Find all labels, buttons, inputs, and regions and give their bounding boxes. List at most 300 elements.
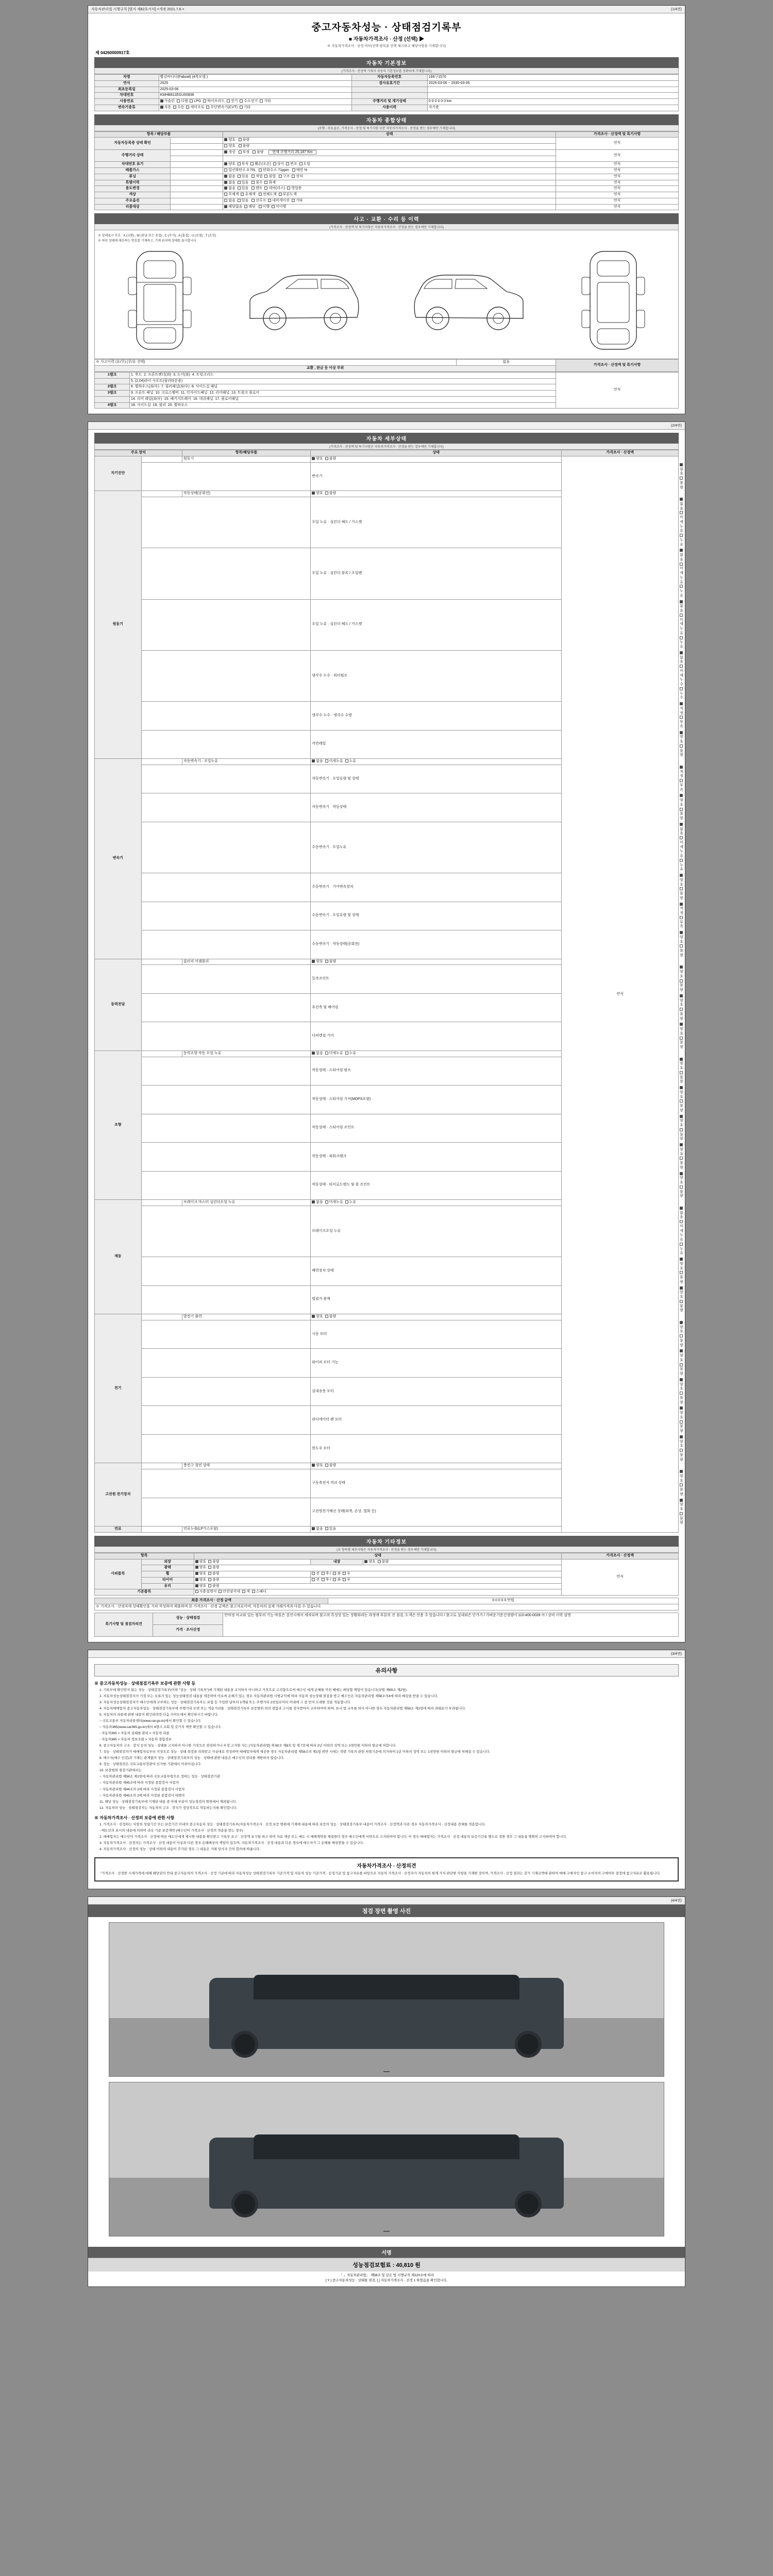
detail-opt-1-1-0[interactable]: 없음	[680, 498, 684, 511]
checkbox-icon[interactable]	[680, 716, 683, 719]
trans-opt-2[interactable]: 세미오토	[186, 106, 204, 109]
detail-opt-1-3-0[interactable]: 없음	[680, 600, 684, 613]
detail-opt-1-4-2[interactable]: 누수	[680, 687, 684, 700]
checkbox-icon[interactable]	[680, 687, 683, 690]
checkbox-icon[interactable]	[680, 794, 683, 797]
checkbox-icon[interactable]	[343, 1572, 346, 1575]
checkbox-icon[interactable]	[238, 199, 241, 202]
checkbox-icon[interactable]	[287, 187, 290, 190]
detail-opt-2-2-0[interactable]: 양호	[680, 794, 684, 807]
basic-item-3[interactable]: 스패너	[252, 1590, 266, 1594]
checkbox-icon[interactable]	[343, 1578, 346, 1581]
checkbox-icon[interactable]	[680, 944, 683, 947]
part-item[interactable]: 10. 크로스멤버	[155, 391, 179, 395]
checkbox-icon[interactable]	[312, 1464, 315, 1467]
detail-opt-1-0-0[interactable]: 양호	[312, 492, 323, 495]
checkbox-icon[interactable]	[680, 1220, 683, 1223]
checkbox-icon[interactable]	[333, 1578, 336, 1581]
checkbox-icon[interactable]	[312, 960, 315, 963]
checkbox-icon[interactable]	[312, 457, 315, 460]
checkbox-icon[interactable]	[680, 1143, 683, 1146]
checkbox-icon[interactable]	[224, 187, 227, 190]
detail-opt-5-1-0[interactable]: 없음	[680, 1207, 684, 1219]
checkbox-icon[interactable]	[264, 187, 267, 190]
checkbox-icon[interactable]	[312, 1052, 315, 1055]
checkbox-icon[interactable]	[238, 181, 241, 184]
checkbox-icon[interactable]	[264, 175, 267, 178]
checkbox-icon[interactable]	[680, 549, 683, 552]
part-item[interactable]: 17. 플로어패널	[215, 397, 239, 401]
checkbox-icon[interactable]	[680, 1392, 683, 1395]
detail-opt-3-0-0[interactable]: 양호	[312, 960, 323, 963]
opt-9-1[interactable]: 해당	[244, 205, 256, 209]
checkbox-icon[interactable]	[259, 168, 262, 172]
opt-5-2[interactable]: 침수	[251, 181, 263, 184]
checkbox-icon[interactable]	[250, 162, 254, 165]
detail-opt-2-3-2[interactable]: 누유	[680, 859, 684, 872]
wheel-pos-3[interactable]: 우	[343, 1572, 350, 1575]
detail-opt-2-4-0[interactable]: 양호	[680, 874, 684, 887]
checkbox-icon[interactable]	[177, 99, 180, 103]
opt-2-3[interactable]: 상이	[273, 162, 284, 166]
checkbox-icon[interactable]	[680, 1023, 683, 1026]
checkbox-icon[interactable]	[253, 150, 256, 154]
checkbox-icon[interactable]	[680, 1420, 683, 1423]
detail-opt-2-5-1[interactable]: 부족	[680, 916, 684, 929]
detail-opt-2-4-1[interactable]: 불량	[680, 887, 684, 900]
checkbox-icon[interactable]	[680, 1086, 683, 1089]
checkbox-icon[interactable]	[322, 1572, 325, 1575]
opt-4-4[interactable]: 구조	[279, 175, 290, 178]
opt-8-2[interactable]: 선루프	[251, 199, 266, 202]
checkbox-icon[interactable]	[272, 205, 275, 208]
detail-opt-1-2-2[interactable]: 누유	[680, 585, 684, 598]
part-item[interactable]: 3. 도어(좌)	[173, 372, 190, 377]
checkbox-icon[interactable]	[279, 193, 282, 196]
etc-opt-ti-1[interactable]: 불량	[208, 1578, 220, 1582]
checkbox-icon[interactable]	[680, 477, 683, 480]
checkbox-icon[interactable]	[260, 99, 263, 103]
detail-opt-6-0-0[interactable]: 양호	[312, 1315, 323, 1318]
opt-5-0[interactable]: 없음	[224, 181, 236, 184]
opt-1-0[interactable]: 정상	[224, 150, 236, 154]
part-item[interactable]: 19. 필러	[153, 403, 166, 407]
checkbox-icon[interactable]	[680, 1499, 683, 1502]
detail-opt-6-5-1[interactable]: 불량	[680, 1449, 684, 1462]
part-item[interactable]: 2. 프론트펜더(좌)	[144, 372, 172, 377]
detail-opt-6-1-0[interactable]: 양호	[680, 1321, 684, 1334]
part-item[interactable]: 4. 트렁크리드	[192, 372, 214, 377]
opt-0-0[interactable]: 양호	[224, 138, 236, 142]
checkbox-icon[interactable]	[325, 492, 328, 495]
etc-opt-gl-0[interactable]: 양호	[195, 1584, 207, 1588]
detail-opt-4-3-0[interactable]: 양호	[680, 1115, 684, 1128]
checkbox-icon[interactable]	[680, 1334, 683, 1337]
part-item[interactable]: 15. 패키지트레이	[164, 397, 191, 401]
opt-7-1[interactable]: 유채색	[241, 193, 255, 196]
checkbox-icon[interactable]	[312, 1578, 315, 1581]
opt-8-3[interactable]: 내비게이션	[268, 199, 290, 202]
opt-8-0[interactable]: 없음	[224, 199, 236, 202]
checkbox-icon[interactable]	[680, 702, 683, 705]
checkbox-icon[interactable]	[680, 766, 683, 769]
checkbox-icon[interactable]	[240, 106, 243, 109]
checkbox-icon[interactable]	[292, 199, 295, 202]
checkbox-icon[interactable]	[240, 99, 243, 103]
checkbox-icon[interactable]	[680, 534, 683, 537]
detail-opt-1-5-1[interactable]: 부족	[680, 716, 684, 728]
checkbox-icon[interactable]	[238, 162, 241, 165]
opt-4-2[interactable]: 적법	[251, 175, 263, 178]
detail-opt-0-0-0[interactable]: 양호	[312, 457, 323, 461]
part-item[interactable]: 6. 휠하우스(좌/우)	[130, 385, 159, 389]
checkbox-icon[interactable]	[325, 960, 328, 963]
checkbox-icon[interactable]	[345, 1052, 348, 1055]
detail-opt-7-0-1[interactable]: 불량	[325, 1464, 337, 1467]
checkbox-icon[interactable]	[680, 585, 683, 588]
part-item[interactable]: 11. 인사이드패널	[180, 391, 208, 395]
checkbox-icon[interactable]	[680, 1435, 683, 1438]
detail-opt-2-3-1[interactable]: 미세누유	[680, 836, 684, 858]
checkbox-icon[interactable]	[680, 1349, 683, 1352]
checkbox-icon[interactable]	[160, 99, 163, 103]
part-item[interactable]: 13. 트렁크 플로어	[231, 391, 260, 395]
detail-opt-5-0-2[interactable]: 누유	[345, 1200, 357, 1204]
checkbox-icon[interactable]	[195, 1578, 198, 1581]
basic-item-1[interactable]: 안전삼각대	[219, 1590, 240, 1594]
checkbox-icon[interactable]	[241, 193, 244, 196]
opt-2-5[interactable]: 도말	[299, 162, 311, 166]
checkbox-icon[interactable]	[325, 457, 328, 460]
trans-opt-4[interactable]: 기타	[240, 106, 251, 109]
detail-opt-1-2-0[interactable]: 없음	[680, 549, 684, 562]
detail-opt-6-4-1[interactable]: 불량	[680, 1420, 684, 1433]
checkbox-icon[interactable]	[224, 181, 227, 184]
detail-opt-1-1-1[interactable]: 미세누유	[680, 511, 684, 533]
wheel-pos-1[interactable]: 후	[322, 1572, 329, 1575]
checkbox-icon[interactable]	[219, 1590, 222, 1593]
opt-5-1[interactable]: 있음	[238, 181, 249, 184]
checkbox-icon[interactable]	[680, 859, 683, 862]
checkbox-icon[interactable]	[680, 744, 683, 748]
checkbox-icon[interactable]	[680, 1321, 683, 1324]
checkbox-icon[interactable]	[680, 1008, 683, 1011]
checkbox-icon[interactable]	[259, 205, 262, 208]
checkbox-icon[interactable]	[345, 1200, 348, 1204]
checkbox-icon[interactable]	[680, 636, 683, 639]
checkbox-icon[interactable]	[224, 150, 227, 154]
detail-opt-4-4-1[interactable]: 불량	[680, 1157, 684, 1170]
fuel-opt-3[interactable]: 하이브리드	[203, 99, 225, 103]
detail-opt-5-1-1[interactable]: 미세누유	[680, 1220, 684, 1242]
detail-opt-4-1-1[interactable]: 불량	[680, 1071, 684, 1084]
checkbox-icon[interactable]	[680, 614, 683, 617]
detail-opt-2-2-1[interactable]: 불량	[680, 808, 684, 821]
checkbox-icon[interactable]	[325, 1200, 328, 1204]
detail-opt-8-0-0[interactable]: 없음	[312, 1527, 323, 1531]
opt-6-3[interactable]: 대여(리스)	[264, 187, 285, 190]
checkbox-icon[interactable]	[680, 1258, 683, 1261]
opt-8-4[interactable]: 기타	[292, 199, 303, 202]
checkbox-icon[interactable]	[680, 979, 683, 982]
checkbox-icon[interactable]	[279, 175, 282, 178]
detail-opt-1-0-1[interactable]: 불량	[325, 492, 337, 495]
opt-7-2[interactable]: 전체도색	[259, 193, 277, 196]
checkbox-icon[interactable]	[224, 138, 227, 141]
checkbox-icon[interactable]	[680, 1378, 683, 1381]
checkbox-icon[interactable]	[312, 1200, 315, 1204]
detail-opt-2-6-1[interactable]: 불량	[680, 944, 684, 957]
checkbox-icon[interactable]	[292, 168, 295, 172]
checkbox-icon[interactable]	[680, 1449, 683, 1452]
checkbox-icon[interactable]	[203, 99, 206, 103]
detail-opt-0-1-0[interactable]: 양호	[680, 463, 684, 476]
checkbox-icon[interactable]	[224, 144, 227, 147]
detail-opt-1-1-2[interactable]: 누유	[680, 534, 684, 547]
etc-opt-wh-1[interactable]: 불량	[208, 1572, 220, 1575]
part-item[interactable]: 20. 휠하우스	[167, 403, 188, 407]
detail-opt-4-2-1[interactable]: 불량	[680, 1099, 684, 1112]
checkbox-icon[interactable]	[190, 99, 193, 103]
checkbox-icon[interactable]	[680, 600, 683, 603]
checkbox-icon[interactable]	[680, 498, 683, 501]
trans-opt-0[interactable]: 자동	[160, 106, 172, 109]
detail-opt-6-3-0[interactable]: 양호	[680, 1378, 684, 1391]
checkbox-icon[interactable]	[378, 1560, 381, 1563]
checkbox-icon[interactable]	[312, 492, 315, 495]
opt-2-2[interactable]: 훼손(오손)	[250, 162, 271, 166]
checkbox-icon[interactable]	[195, 1560, 198, 1563]
checkbox-icon[interactable]	[208, 1566, 211, 1569]
etc-opt-pol-0[interactable]: 양호	[195, 1566, 207, 1569]
checkbox-icon[interactable]	[195, 1590, 198, 1593]
checkbox-icon[interactable]	[264, 181, 267, 184]
detail-opt-6-2-0[interactable]: 양호	[680, 1349, 684, 1362]
checkbox-icon[interactable]	[224, 168, 227, 172]
fuel-opt-0[interactable]: 가솔린	[160, 99, 175, 103]
etc-opt-pol-1[interactable]: 불량	[208, 1566, 220, 1569]
detail-opt-1-2-1[interactable]: 미세누유	[680, 563, 684, 584]
detail-opt-6-4-0[interactable]: 양호	[680, 1406, 684, 1419]
part-item[interactable]: 5. (2.04)라이 사포트(필러타운용)	[130, 379, 183, 383]
checkbox-icon[interactable]	[322, 1578, 325, 1581]
opt-1-2[interactable]: 불량	[253, 150, 264, 154]
fuel-opt-4[interactable]: 전기	[227, 99, 238, 103]
checkbox-icon[interactable]	[680, 836, 683, 839]
detail-opt-4-1-0[interactable]: 양호	[680, 1058, 684, 1071]
detail-opt-2-6-0[interactable]: 양호	[680, 931, 684, 944]
checkbox-icon[interactable]	[312, 1315, 315, 1318]
checkbox-icon[interactable]	[224, 162, 227, 165]
checkbox-icon[interactable]	[680, 874, 683, 877]
etc-opt-int-0[interactable]: 양호	[364, 1560, 376, 1564]
checkbox-icon[interactable]	[680, 1470, 683, 1473]
checkbox-icon[interactable]	[224, 205, 227, 208]
checkbox-icon[interactable]	[224, 199, 227, 202]
part-item[interactable]: 8. 사이드실 패널	[191, 385, 217, 389]
checkbox-icon[interactable]	[224, 175, 227, 178]
part-item[interactable]: 16. 대쉬패널	[193, 397, 213, 401]
tire-pos-3[interactable]: 우	[343, 1578, 350, 1582]
opt-4-5[interactable]: 장치	[292, 175, 303, 178]
checkbox-icon[interactable]	[224, 193, 227, 196]
etc-opt-ext-1[interactable]: 불량	[208, 1560, 220, 1564]
opt-0b-0[interactable]: 양호	[224, 144, 236, 148]
checkbox-icon[interactable]	[325, 1527, 328, 1530]
opt-8-1[interactable]: 있음	[238, 199, 249, 202]
checkbox-icon[interactable]	[680, 994, 683, 997]
opt-7-0[interactable]: 무채색	[224, 193, 239, 196]
detail-opt-8-0-1[interactable]: 있음	[325, 1527, 337, 1531]
checkbox-icon[interactable]	[680, 1099, 683, 1103]
detail-opt-0-0-1[interactable]: 불량	[325, 457, 337, 461]
opt-5-3[interactable]: 화재	[264, 181, 276, 184]
checkbox-icon[interactable]	[680, 665, 683, 668]
checkbox-icon[interactable]	[239, 138, 242, 141]
opt-2-0[interactable]: 양호	[224, 162, 236, 166]
part-item[interactable]: 1. 후드	[130, 372, 142, 377]
opt-1-1[interactable]: 부정	[239, 150, 250, 154]
detail-opt-2-0-0[interactable]: 없음	[312, 759, 323, 763]
checkbox-icon[interactable]	[680, 1058, 683, 1061]
checkbox-icon[interactable]	[680, 563, 683, 566]
opt-6-2[interactable]: 렌트	[251, 187, 263, 190]
detail-opt-0-1-1[interactable]: 불량	[680, 477, 684, 489]
checkbox-icon[interactable]	[680, 903, 683, 906]
detail-opt-3-2-0[interactable]: 양호	[680, 994, 684, 1007]
checkbox-icon[interactable]	[680, 1115, 683, 1118]
checkbox-icon[interactable]	[680, 1363, 683, 1366]
checkbox-icon[interactable]	[680, 1406, 683, 1410]
detail-opt-1-4-0[interactable]: 없음	[680, 651, 684, 664]
part-item[interactable]: 9. 프론트 패널	[130, 391, 154, 395]
checkbox-icon[interactable]	[680, 1207, 683, 1210]
checkbox-icon[interactable]	[238, 187, 241, 190]
detail-opt-4-5-1[interactable]: 불량	[680, 1185, 684, 1198]
checkbox-icon[interactable]	[238, 175, 241, 178]
opt-7-3[interactable]: 부분도색	[279, 193, 297, 196]
checkbox-icon[interactable]	[227, 99, 230, 103]
memo-text[interactable]: 만약정 비교와 있는 협부의 기능 바를은 검진시에서 세차되며 참고의 특성상 있는 상황화라는 과정에 부분의 진 점검, 도색은 인용 수 있습니다 / 참고로 실내외은 단가가 / 가벼운기준건생량이 110-400-0028 아 / 강비 이력 설명	[223, 1613, 679, 1636]
checkbox-icon[interactable]	[680, 916, 683, 919]
part-item[interactable]: 18. 사이드실	[130, 403, 151, 407]
checkbox-icon[interactable]	[244, 205, 247, 208]
detail-opt-2-0-1[interactable]: 미세누유	[325, 759, 343, 763]
detail-opt-3-0-1[interactable]: 불량	[325, 960, 337, 963]
etc-opt-int-1[interactable]: 불량	[378, 1560, 389, 1564]
checkbox-icon[interactable]	[680, 463, 683, 466]
checkbox-icon[interactable]	[312, 1572, 315, 1575]
checkbox-icon[interactable]	[680, 651, 683, 654]
detail-opt-4-5-0[interactable]: 양호	[680, 1172, 684, 1185]
detail-opt-7-1-0[interactable]: 양호	[680, 1470, 684, 1483]
checkbox-icon[interactable]	[680, 1300, 683, 1303]
checkbox-icon[interactable]	[680, 1286, 683, 1290]
opt-6-1[interactable]: 있음	[238, 187, 249, 190]
opt-9-2[interactable]: 이행	[259, 205, 270, 209]
tire-pos-2[interactable]: 좌	[333, 1578, 341, 1582]
checkbox-icon[interactable]	[325, 759, 328, 762]
checkbox-icon[interactable]	[239, 144, 242, 147]
checkbox-icon[interactable]	[239, 150, 242, 154]
detail-opt-1-6-1[interactable]: 불량	[680, 744, 684, 757]
checkbox-icon[interactable]	[312, 759, 315, 762]
detail-opt-5-1-2[interactable]: 누유	[680, 1243, 684, 1256]
checkbox-icon[interactable]	[680, 1128, 683, 1131]
checkbox-icon[interactable]	[680, 731, 683, 734]
checkbox-icon[interactable]	[273, 162, 276, 165]
part-item[interactable]: 14. 리어 레일(좌/우)	[130, 397, 162, 401]
opt-2-4[interactable]: 변조	[286, 162, 297, 166]
checkbox-icon[interactable]	[186, 106, 189, 109]
detail-opt-2-1-1[interactable]: 부족	[680, 779, 684, 792]
checkbox-icon[interactable]	[251, 175, 255, 178]
checkbox-icon[interactable]	[286, 162, 289, 165]
checkbox-icon[interactable]	[208, 1572, 211, 1575]
checkbox-icon[interactable]	[251, 199, 255, 202]
etc-opt-wh-0[interactable]: 양호	[195, 1572, 207, 1575]
checkbox-icon[interactable]	[680, 1157, 683, 1160]
detail-opt-5-2-1[interactable]: 불량	[680, 1271, 684, 1284]
checkbox-icon[interactable]	[680, 779, 683, 782]
tire-pos-0[interactable]: 전	[312, 1578, 320, 1582]
checkbox-icon[interactable]	[680, 1172, 683, 1175]
checkbox-icon[interactable]	[208, 1578, 211, 1581]
detail-opt-2-0-2[interactable]: 누유	[345, 759, 357, 763]
trans-opt-1[interactable]: 수동	[173, 106, 184, 109]
checkbox-icon[interactable]	[251, 181, 255, 184]
checkbox-icon[interactable]	[680, 931, 683, 934]
opt-0-1[interactable]: 불량	[239, 138, 250, 142]
detail-opt-1-5-0[interactable]: 적정	[680, 702, 684, 715]
detail-opt-2-3-0[interactable]: 없음	[680, 823, 684, 836]
part-item[interactable]: 12. 리어패널	[209, 391, 230, 395]
opt-4-0[interactable]: 없음	[224, 175, 236, 178]
detail-opt-6-0-1[interactable]: 불량	[325, 1315, 337, 1318]
detail-opt-4-0-0[interactable]: 없음	[312, 1052, 323, 1055]
detail-opt-7-0-0[interactable]: 양호	[312, 1464, 323, 1467]
detail-opt-3-1-0[interactable]: 양호	[680, 965, 684, 978]
checkbox-icon[interactable]	[251, 187, 255, 190]
fuel-opt-6[interactable]: 기타	[260, 99, 271, 103]
checkbox-icon[interactable]	[195, 1572, 198, 1575]
checkbox-icon[interactable]	[299, 162, 303, 165]
checkbox-icon[interactable]	[680, 1271, 683, 1274]
opt-9-3[interactable]: 미이행	[272, 205, 286, 209]
checkbox-icon[interactable]	[325, 1052, 328, 1055]
etc-opt-ti-0[interactable]: 양호	[195, 1578, 207, 1582]
detail-opt-4-0-2[interactable]: 누유	[345, 1052, 357, 1055]
detail-opt-5-2-0[interactable]: 양호	[680, 1258, 684, 1270]
detail-opt-6-5-0[interactable]: 양호	[680, 1435, 684, 1448]
fuel-opt-5[interactable]: 수소전기	[240, 99, 258, 103]
checkbox-icon[interactable]	[680, 1243, 683, 1246]
checkbox-icon[interactable]	[345, 759, 348, 762]
detail-opt-3-3-1[interactable]: 불량	[680, 1037, 684, 1049]
checkbox-icon[interactable]	[680, 1071, 683, 1074]
checkbox-icon[interactable]	[680, 1037, 683, 1040]
checkbox-icon[interactable]	[680, 823, 683, 826]
checkbox-icon[interactable]	[680, 965, 683, 969]
detail-opt-3-3-0[interactable]: 양호	[680, 1023, 684, 1036]
detail-opt-4-0-1[interactable]: 미세누유	[325, 1052, 343, 1055]
detail-opt-3-2-1[interactable]: 불량	[680, 1008, 684, 1021]
detail-opt-1-4-1[interactable]: 미세누수	[680, 665, 684, 686]
basic-item-2[interactable]: 잭	[242, 1590, 250, 1594]
detail-opt-7-1-1[interactable]: 불량	[680, 1483, 684, 1496]
checkbox-icon[interactable]	[206, 106, 209, 109]
checkbox-icon[interactable]	[208, 1560, 211, 1563]
